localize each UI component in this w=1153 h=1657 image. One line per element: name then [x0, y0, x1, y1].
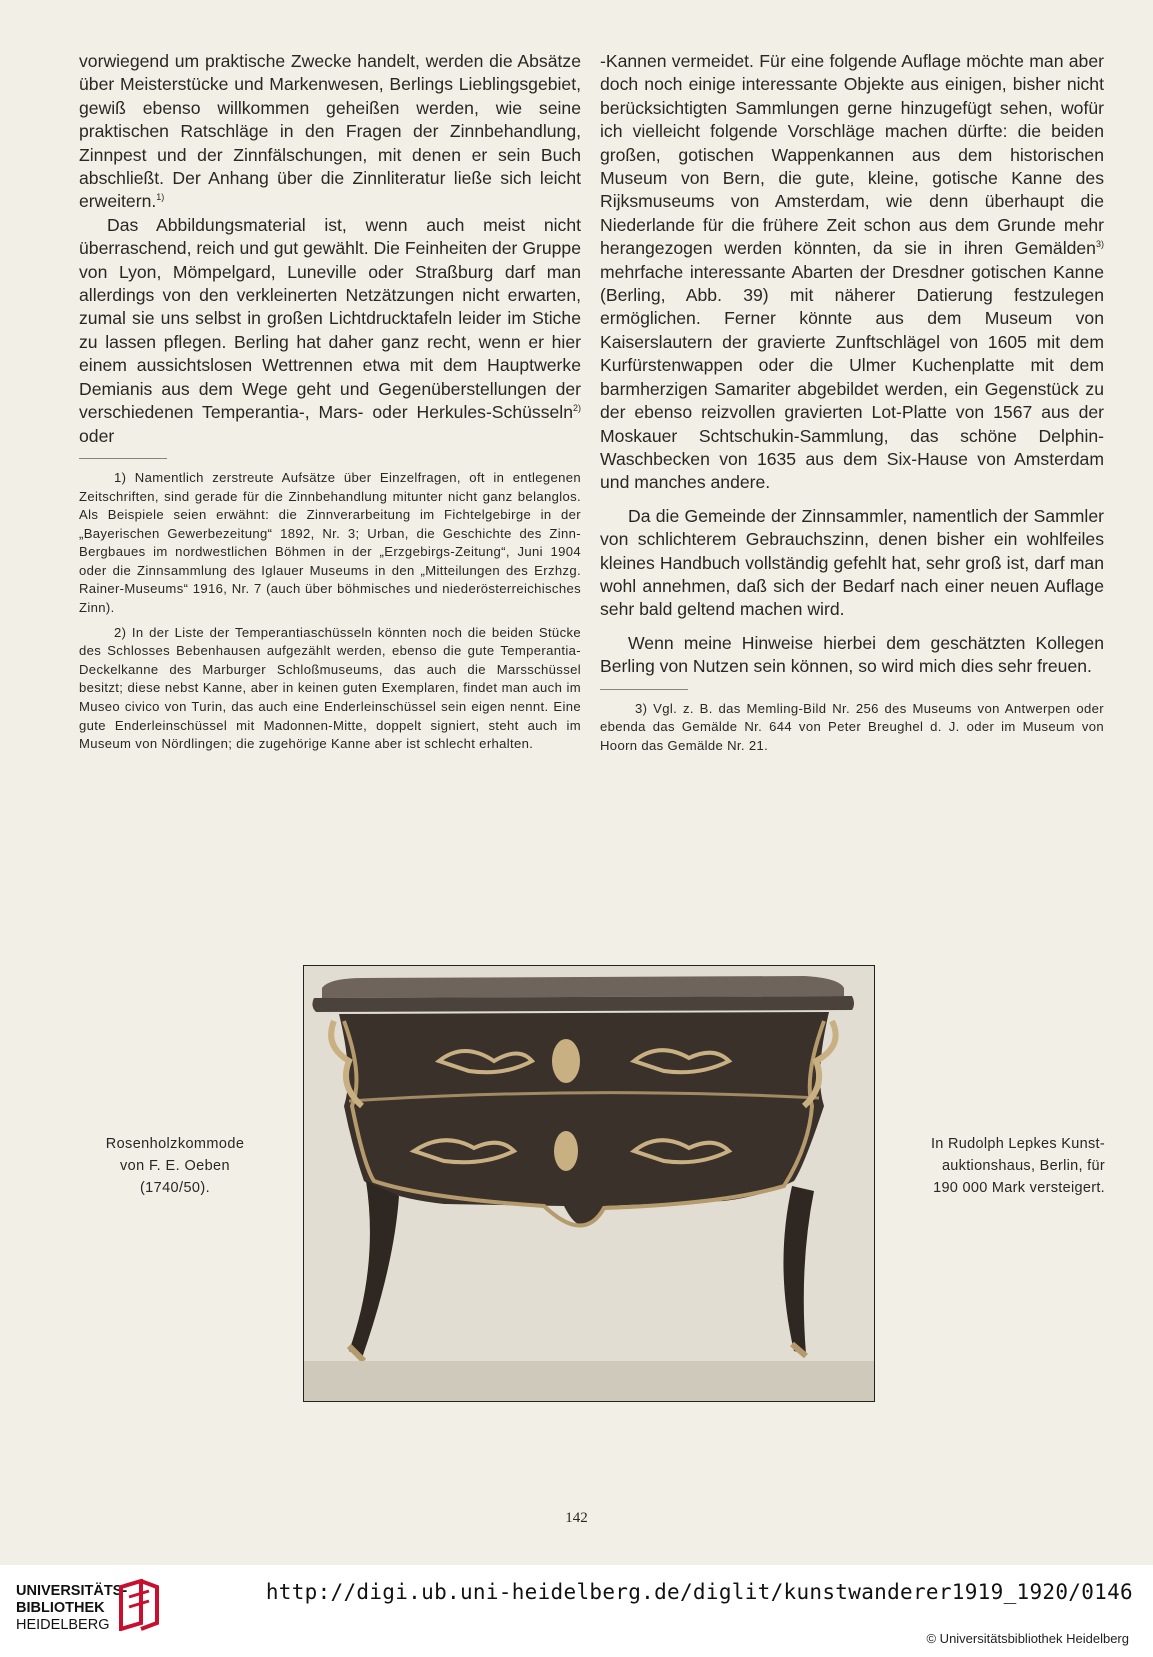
- footnote-1: 1) Namentlich zerstreute Aufsätze über Einzelfragen, oft in entlegenen Zeitschriften, sind gerade für die Zinnbehandlung mitunter nicht ganz belanglos. Als Beispiele seien erwähnt: die Zinnverarbeitung im Fichtelgebirge in der „Bayerischen Gewerbezeitung“ 1892, Nr. 3; Urban, die Geschichte des Zinn-Bergbaues im nordwestlichen Böhmen in der „Erzgebirgs-Zeitung“, Juni 1904 oder die Zinnsammlung des Iglauer Museums in den „Mitteilungen des Erzhzg. Rainer-Museums“ 1916, Nr. 7 (auch über böhmisches und niederösterreichisches Zinn).: [79, 469, 581, 616]
- library-logo-icon: [115, 1579, 161, 1631]
- page-number: 142: [565, 1510, 588, 1526]
- right-column: [600, 50, 1104, 755]
- library-footer: [0, 1565, 1153, 1657]
- logo-line-1: UNIVERSITÄTS-: [16, 1583, 128, 1599]
- footnote-ref-1: 1): [156, 192, 165, 203]
- footnote-2: 2) In der Liste der Temperantiaschüsseln könnten noch die beiden Stücke des Schlosses Bebenhausen aufgezählt werden, ebenso die gute Temperantia-Deckelkanne des Marburger Schloßmuseums, das auch die Marsschüssel besitzt; diese nebst Kanne, aber in keinen guten Exemplaren, findet man auch im Museo civico von Turin, das auch eine Enderleinschüssel sein eigen nennt. Eine gute Enderleinschüssel mit Madonnen-Mitte, doppelt signiert, steht auch im Museum von Nördlingen; die zugehörige Kanne aber ist schlecht erhalten.: [79, 624, 581, 752]
- right-paragraph-3: Wenn meine Hinweise hierbei dem geschätzten Kollegen Berling von Nutzen sein können, so wird mich dies sehr freuen.: [600, 632, 1104, 677]
- copyright-notice: © Universitätsbibliothek Heidelberg: [926, 1631, 1129, 1646]
- logo-line-3: HEIDELBERG: [16, 1617, 110, 1633]
- figure-caption-left: [95, 1133, 255, 1199]
- footnote-divider-right: [600, 689, 688, 690]
- footnote-divider: [79, 458, 167, 459]
- figure-caption-right: [885, 1133, 1105, 1199]
- commode-photograph: [303, 965, 875, 1402]
- right-paragraph-1: -Kannen vermeidet. Für eine folgende Auflage möchte man aber doch noch einige interessante Objekte aus einigen, bisher nicht berücksichtigten Sammlungen gerne hinzugefügt sehen, wofür ich vielleicht folgende Vorschläge machen dürfte: die beiden großen, gotischen Wappenkannen aus dem historischen Museum von Bern, die gute, kleine, gotische Kanne des Rijksmuseums von Amsterdam, wie denn überhaupt die Niederlande für die frühere Zeit schon aus dem Grunde mehr herangezogen werden könnten, da sie in ihren Gemälden$^{3)}$ mehrfache interessante Abarten der Dresdner gotischen Kanne (Berling, Abb. 39) mit näherer Datierung festzulegen ermöglichen. Ferner könnte aus dem Museum von Kaiserslautern der gravierte Zunftschlägel von 1605 mit dem Kurfürstenwappen oder die Ulmer Kuchenplatte mit dem barmherzigen Samariter abgebildet werden, ein Gegenstück zu der ebenso reizvollen gravierten Lot-Platte von 1567 aus der Moskauer Schtschukin-Sammlung, das schöne Delphin-Waschbecken von 1635 aus dem Six-Hause von Amsterdam und manches andere.: [600, 51, 1104, 493]
- footnote-3: 3) Vgl. z. B. das Memling-Bild Nr. 256 des Museums von Antwerpen oder ebenda das Gemälde Nr. 644 von Peter Breughel d. J. oder im Museum von Hoorn das Gemälde Nr. 21.: [600, 700, 1104, 753]
- left-column: [79, 50, 581, 754]
- footnote-ref-2: 2): [572, 403, 581, 414]
- caption-left-line-2: von F. E. Oeben: [120, 1158, 230, 1174]
- caption-right-line-1: In Rudolph Lepkes Kunst-: [930, 1136, 1105, 1152]
- library-logo-text: [16, 1583, 127, 1634]
- footnote-ref-3: 3): [1095, 239, 1104, 250]
- caption-right-line-2: auktionshaus, Berlin, für: [941, 1158, 1105, 1174]
- caption-left-line-1: Rosenholzkommode: [105, 1136, 245, 1152]
- digitization-url-link[interactable]: http://digi.ub.uni-heidelberg.de/diglit/kunstwanderer1919_1920/0146: [265, 1580, 1133, 1604]
- right-paragraph-2: Da die Gemeinde der Zinnsammler, namentlich der Sammler von schlichterem Gebrauchszinn, denen bisher ein wohlfeiles kleines Handbuch vollständig gefehlt hat, sehr groß ist, darf man wohl annehmen, daß sich der Bedarf nach einer neuen Auflage sehr bald geltend machen wird.: [600, 505, 1104, 620]
- caption-left-line-3: (1740/50).: [139, 1180, 211, 1196]
- commode-illustration: [304, 966, 874, 1401]
- caption-right-line-3: 190 000 Mark versteigert.: [933, 1180, 1105, 1196]
- left-paragraph-1: vorwiegend um praktische Zwecke handelt, werden die Absätze über Meisterstücke und Markenwesen, Berlings Lieblingsgebiet, gewiß ebenso willkommen geheißen werden, wie seine praktischen Ratschläge in den Fragen der Zinnbehandlung, Zinnpest und der Zinnfälschungen, mit denen er sein Buch abschließt. Der Anhang über die Zinnliteratur ließe sich leicht erweitern.$^{1)}$: [79, 51, 581, 212]
- left-paragraph-2: Das Abbildungsmaterial ist, wenn auch meist nicht überraschend, reich und gut gewählt. Die Feinheiten der Gruppe von Lyon, Mömpelgard, Luneville oder Straßburg darf man allerdings von den verkleinerten Netzätzungen nicht erwarten, zumal sie uns selbst in großen Lichtdrucktafeln leider im Stiche zu lassen pflegen. Berling hat daher ganz recht, wenn er hier einem aussichtslosen Wettrennen etwa mit dem Hauptwerke Demianis aus dem Wege geht und Gegenüberstellungen der verschiedenen Temperantia-, Mars- oder Herkules-Schüsseln$^{2)}$ oder: [79, 214, 581, 446]
- logo-line-2: BIBLIOTHEK: [16, 1600, 105, 1616]
